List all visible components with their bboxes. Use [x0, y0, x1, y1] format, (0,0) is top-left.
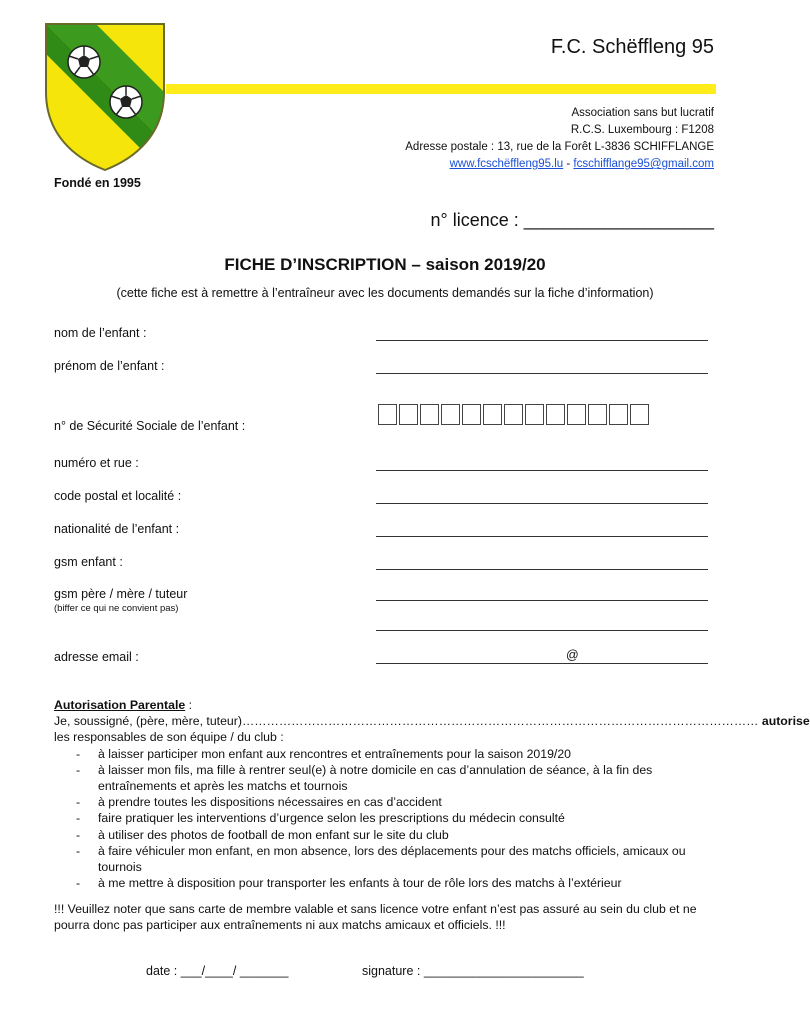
- email-link[interactable]: fcschifflange95@gmail.com: [573, 158, 714, 170]
- field-label-email: adresse email :: [54, 650, 139, 664]
- club-address: Adresse postale : 13, rue de la Forêt L-3836 SCHIFFLANGE: [405, 141, 714, 153]
- authorization-item-text: faire pratiquer les interventions d’urgence selon les prescriptions du médecin consulté: [98, 811, 565, 826]
- field-line-email[interactable]: [376, 663, 708, 664]
- club-crest-logo: [44, 22, 166, 172]
- authorization-item-text: à prendre toutes les dispositions nécessaires en cas d’accident: [98, 795, 442, 810]
- field-line-nom[interactable]: [376, 340, 708, 341]
- authorization-section: [54, 697, 810, 891]
- football-icon: [68, 46, 100, 78]
- ss-digit-box[interactable]: [546, 404, 565, 425]
- authorization-title-colon: :: [185, 698, 193, 712]
- warning-note: !!! Veuillez noter que sans carte de membre valable et sans licence votre enfant n’est pas assuré au sein du club et ne pourra donc pas participer aux entraînements ni aux matchs amicaux et officiels. !!!: [54, 902, 697, 933]
- bullet-dash: -: [76, 746, 81, 761]
- authorization-item: [54, 746, 716, 762]
- authorization-intro: [54, 713, 810, 729]
- form-title: FICHE D’INSCRIPTION – saison 2019/20: [224, 255, 546, 274]
- bullet-dash: -: [76, 827, 81, 842]
- field-label-nat: nationalité de l’enfant :: [54, 522, 180, 536]
- football-icon: [110, 86, 142, 118]
- ss-digit-box[interactable]: [441, 404, 460, 425]
- ss-digit-box[interactable]: [399, 404, 418, 425]
- contact-separator: -: [563, 158, 574, 170]
- ss-digit-box[interactable]: [630, 404, 649, 425]
- authorization-list: [54, 746, 716, 892]
- bullet-dash: -: [76, 843, 81, 858]
- club-rcs: R.C.S. Luxembourg : F1208: [570, 124, 714, 136]
- authorization-item-text: à utiliser des photos de football de mon enfant sur le site du club: [98, 827, 449, 842]
- field-line-gsm[interactable]: [376, 569, 708, 570]
- ss-digit-box[interactable]: [609, 404, 628, 425]
- bullet-dash: -: [76, 762, 81, 777]
- field-label-prenom: prénom de l’enfant :: [54, 359, 165, 373]
- field-label-ss: n° de Sécurité Sociale de l’enfant :: [54, 419, 246, 433]
- authorization-item-text: à laisser participer mon enfant aux rencontres et entraînements pour la saison 2019/20: [98, 746, 572, 761]
- signature-field[interactable]: signature : _______________________: [362, 964, 584, 978]
- field-line-gsm-parent-1[interactable]: [376, 600, 708, 601]
- authorization-item-text: à laisser mon fils, ma fille à rentrer seul(e) à notre domicile en cas d’annulation de séance, à la fin des entraînements et après les matchs et tournois: [98, 762, 653, 794]
- bullet-dash: -: [76, 795, 81, 810]
- authorization-heading: [54, 697, 716, 713]
- authorization-title: Autorisation Parentale: [54, 698, 186, 712]
- authorization-item: [54, 794, 716, 810]
- club-contact: [450, 158, 714, 170]
- field-label-cp: code postal et localité :: [54, 489, 182, 503]
- ss-digit-box[interactable]: [420, 404, 439, 425]
- bullet-dash: -: [76, 811, 81, 826]
- licence-number: n° licence : ___________________: [430, 210, 714, 230]
- authorization-item-text: à me mettre à disposition pour transporter les enfants à tour de rôle lors des matchs à l’extérieur: [98, 876, 622, 891]
- field-line-cp[interactable]: [376, 503, 708, 504]
- authorization-intro-bold: autorise: [758, 714, 810, 729]
- authorization-item: [54, 875, 716, 891]
- email-at-sign: @: [566, 648, 579, 662]
- club-name: F.C. Schëffleng 95: [550, 36, 714, 58]
- authorization-item: [54, 810, 716, 826]
- bullet-dash: -: [76, 876, 81, 891]
- ss-digit-box[interactable]: [525, 404, 544, 425]
- field-line-prenom[interactable]: [376, 373, 708, 374]
- field-line-nat[interactable]: [376, 536, 708, 537]
- authorization-item: [54, 762, 716, 794]
- header-bar: [166, 84, 716, 94]
- website-link[interactable]: www.fcschëffleng95.lu: [449, 158, 564, 170]
- field-line-gsm-parent-2[interactable]: [376, 630, 708, 631]
- field-line-rue[interactable]: [376, 470, 708, 471]
- ss-digit-box[interactable]: [462, 404, 481, 425]
- authorization-intro-text: Je, soussigné, (père, mère, tuteur)………………………………………………………………………………………………………………: [54, 714, 759, 729]
- field-label-rue: numéro et rue :: [54, 456, 139, 470]
- date-field[interactable]: date : ___/____/ _______: [146, 964, 289, 978]
- form-subtitle: (cette fiche est à remettre à l’entraîneur avec les documents demandés sur la fiche d’information): [116, 286, 654, 300]
- authorization-line2: les responsables de son équipe / du club :: [54, 730, 284, 745]
- club-type: Association sans but lucratif: [571, 107, 714, 119]
- founded-text: Fondé en 1995: [54, 176, 141, 190]
- ss-digit-box[interactable]: [378, 404, 397, 425]
- field-label-gsm: gsm enfant :: [54, 555, 123, 569]
- ss-digit-box[interactable]: [588, 404, 607, 425]
- ss-digit-box[interactable]: [483, 404, 502, 425]
- authorization-item: [54, 843, 716, 875]
- authorization-item: [54, 827, 716, 843]
- field-note-gsm-parent: (biffer ce qui ne convient pas): [54, 603, 179, 614]
- ss-number-boxes[interactable]: [378, 404, 649, 425]
- authorization-item-text: à faire véhiculer mon enfant, en mon absence, lors des déplacements pour des matchs officiels, amicaux ou tournois: [98, 843, 686, 875]
- field-label-gsm-parent: gsm père / mère / tuteur: [54, 587, 188, 601]
- ss-digit-box[interactable]: [504, 404, 523, 425]
- ss-digit-box[interactable]: [567, 404, 586, 425]
- field-label-nom: nom de l’enfant :: [54, 326, 147, 340]
